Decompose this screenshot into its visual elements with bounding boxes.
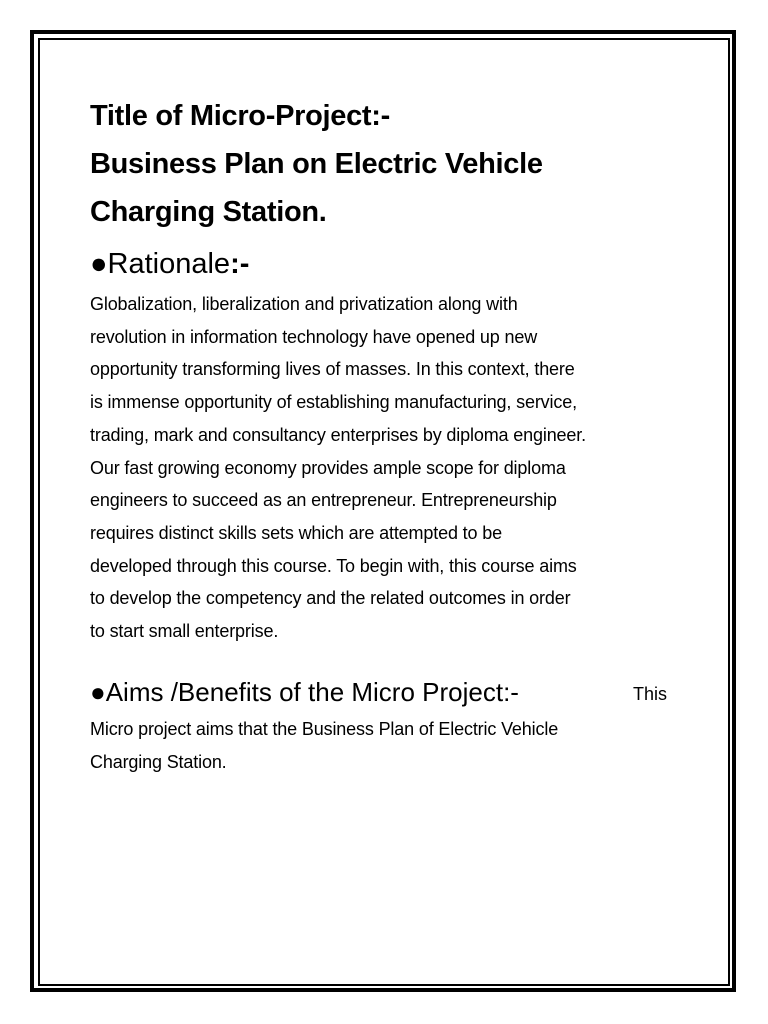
rationale-line: Our fast growing economy provides ample scope for diploma — [90, 457, 566, 478]
aims-heading — [90, 672, 680, 712]
aims-heading-text: ●Aims /Benefits of the Micro Project:- — [90, 676, 519, 707]
rationale-line: requires distinct skills sets which are attempted to be — [90, 522, 502, 543]
rationale-line: Globalization, liberalization and privatization along with — [90, 294, 518, 314]
rationale-line: to start small enterprise. — [90, 621, 279, 642]
bullet-icon: ● — [90, 248, 108, 280]
aims-line: Charging Station. — [90, 751, 227, 772]
rationale-line: to develop the competency and the related outcomes in order — [90, 588, 571, 609]
rationale-line: revolution in information technology have opened up new — [90, 326, 538, 347]
rationale-heading-text: Rationale — [107, 248, 231, 280]
rationale-line: opportunity transforming lives of masses. In this context, there — [90, 359, 575, 380]
rationale-line: engineers to succeed as an entrepreneur. Entrepreneurship — [90, 490, 557, 511]
rationale-heading — [90, 246, 680, 282]
rationale-paragraph — [90, 288, 680, 648]
title-block — [90, 92, 680, 236]
document-body — [90, 92, 680, 778]
aims-first-word: This — [633, 683, 668, 704]
rationale-line: trading, mark and consultancy enterprises by diploma engineer. — [90, 424, 586, 445]
title-line-2: Business Plan on Electric Vehicle — [90, 148, 543, 180]
rationale-heading-suffix: :- — [230, 248, 250, 280]
title-line-1: Title of Micro-Project:- — [90, 100, 391, 132]
aims-paragraph — [90, 714, 680, 778]
title-line-3: Charging Station. — [90, 196, 327, 228]
rationale-line: developed through this course. To begin with, this course aims — [90, 555, 577, 576]
aims-line: Micro project aims that the Business Plan of Electric Vehicle — [90, 718, 559, 739]
rationale-line: is immense opportunity of establishing manufacturing, service, — [90, 392, 577, 413]
